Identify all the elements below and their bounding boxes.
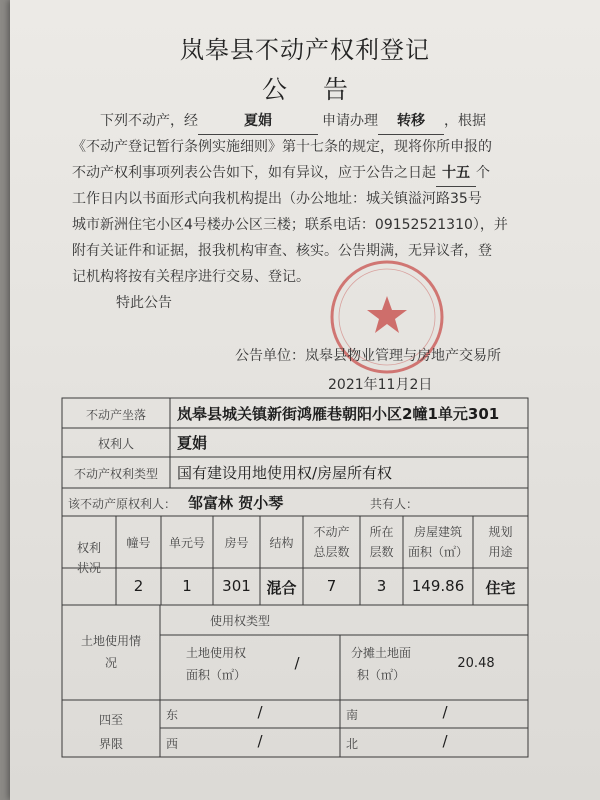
- notice-line-7: 记机构将按有关程序进行交易、登记。: [72, 269, 310, 285]
- original-owner-label: 该不动产原权利人：: [68, 497, 177, 511]
- header-building-area: 房屋建筑 面积（㎡）: [407, 525, 468, 559]
- land-area-label: 土地使用权 面积（㎡）: [185, 646, 246, 682]
- transaction-type: 转移: [378, 108, 444, 135]
- boundaries-label: 四至 界限: [98, 713, 123, 751]
- west-label: 西: [165, 737, 178, 751]
- row-total-floors: 7: [326, 577, 337, 595]
- south-label: 南: [345, 708, 358, 722]
- location-label: 不动产坐落: [85, 408, 146, 422]
- rights-status-label: 权利 状况: [76, 541, 101, 575]
- header-room-no: 房号: [224, 536, 249, 550]
- property-table-grid: [10, 0, 600, 800]
- applicant-name: 夏娟: [198, 108, 318, 135]
- header-unit-no: 单元号: [168, 536, 205, 550]
- header-building-no: 幢号: [126, 536, 151, 550]
- west-value: /: [257, 732, 263, 750]
- shared-area-label: 分摊土地面 积（㎡）: [350, 646, 411, 682]
- north-label: 北: [345, 737, 358, 751]
- east-label: 东: [165, 708, 178, 722]
- row-planned-use: 住宅: [485, 579, 516, 597]
- right-type-label: 不动产权利类型: [73, 467, 158, 481]
- row-unit-no: 1: [182, 577, 192, 595]
- notice-line-1: 下列不动产，经 夏娟 申请办理 转移 ，根据: [72, 108, 572, 134]
- objection-days: 十五: [436, 160, 476, 187]
- right-type-value: 国有建设用地使用权/房屋所有权: [177, 464, 393, 482]
- north-value: /: [442, 732, 448, 750]
- notice-line-5: 城市新洲住宅小区4号楼办公区三楼；联系电话：09152521310），并: [72, 217, 508, 233]
- row-floor: 3: [376, 577, 387, 595]
- issue-date: 2021年11月2日: [328, 377, 433, 393]
- issuing-unit: 公告单位：岚皋县物业管理与房地产交易所: [235, 348, 501, 364]
- shared-area-value: 20.48: [457, 656, 495, 671]
- owner-value: 夏娟: [177, 434, 208, 452]
- notice-line-2: 《不动产登记暂行条例实施细则》第十七条的规定，现将你所申报的: [72, 139, 492, 155]
- notice-line-3: 不动产权利事项列表公告如下，如有异议，应于公告之日起 十五 个: [72, 160, 572, 186]
- notice-paper: [10, 0, 600, 800]
- co-owner-label: 共有人：: [370, 497, 419, 511]
- notice-line-6: 附有关证件和证据，报我机构审查、核实。公告期满，无异议者，登: [72, 243, 492, 259]
- east-value: /: [257, 703, 263, 721]
- header-planned-use: 规划 用途: [488, 525, 513, 559]
- document-subtitle: 公告: [261, 75, 384, 104]
- closing-text: 特此公告: [116, 295, 172, 311]
- header-floor: 所在 层数: [369, 525, 394, 559]
- header-total-floors: 不动产 总层数: [313, 525, 350, 559]
- notice-line-4: 工作日内以书面形式向我机构提出（办公地址：城关镇溢河路35号: [72, 191, 482, 207]
- row-room-no: 301: [222, 577, 251, 595]
- document-title: 岚皋县不动产权利登记: [180, 36, 430, 64]
- land-area-value: /: [294, 654, 300, 672]
- owner-label: 权利人: [97, 437, 134, 451]
- row-building-no: 2: [133, 577, 144, 595]
- header-structure: 结构: [269, 536, 294, 550]
- south-value: /: [442, 703, 448, 721]
- row-structure: 混合: [266, 579, 297, 597]
- location-value: 岚皋县城关镇新街鸿雁巷朝阳小区2幢1单元301: [177, 405, 500, 423]
- land-right-type-label: 使用权类型: [209, 614, 270, 628]
- land-use-label: 土地使用情 况: [80, 634, 141, 670]
- original-owner-value: 邹富林 贺小琴: [188, 494, 284, 512]
- row-building-area: 149.86: [411, 577, 465, 595]
